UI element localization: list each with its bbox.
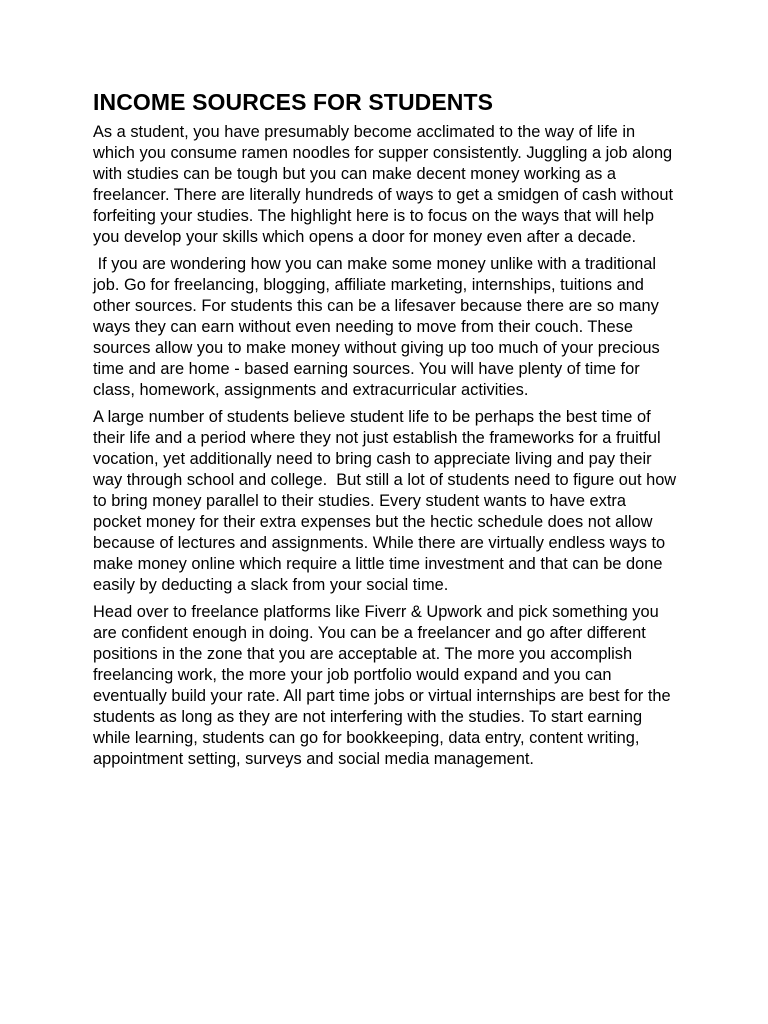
paragraph-1: As a student, you have presumably become acclimated to the way of life in which you consume ramen noodles for supper consistently. Juggling a job along with studies can be tough but you can make decent money working as a freelancer. There are literally hundreds of ways to get a smidgen of cash without forfeiting your studies. The highlight here is to focus on the ways that will help you develop your skills which opens a door for money even after a decade.	[93, 123, 678, 246]
paragraph-3: A large number of students believe student life to be perhaps the best time of their life and a period where they not just establish the frameworks for a fruitful vocation, yet additionally need to bring cash to appreciate living and pay their way through school and college. But still a lot of students need to figure out how to bring money parallel to their studies. Every student wants to have extra pocket money for their extra expenses but the hectic schedule does not allow because of lectures and assignments. While there are virtually endless ways to make money online which require a little time investment and that can be done easily by deducting a slack from your social time.	[93, 408, 681, 594]
document-page	[93, 88, 681, 776]
document-title: INCOME SOURCES FOR STUDENTS	[93, 89, 494, 115]
paragraph-4: Head over to freelance platforms like Fiverr & Upwork and pick something you are confident enough in doing. You can be a freelancer and go after different positions in the zone that you are acceptable at. The more you accomplish freelancing work, the more your job portfolio would expand and you can eventually build your rate. All part time jobs or virtual internships are best for the students as long as they are not interfering with the studies. To start earning while learning, students can go for bookkeeping, data entry, content writing, appointment setting, surveys and social media management.	[93, 603, 676, 768]
paragraph-2: If you are wondering how you can make some money unlike with a traditional job. Go for freelancing, blogging, affiliate marketing, internships, tuitions and other sources. For students this can be a lifesaver because there are so many ways they can earn without even needing to move from their couch. These sources allow you to make money without giving up too much of your precious time and are home - based earning sources. You will have plenty of time for class, homework, assignments and extracurricular activities.	[93, 255, 665, 399]
